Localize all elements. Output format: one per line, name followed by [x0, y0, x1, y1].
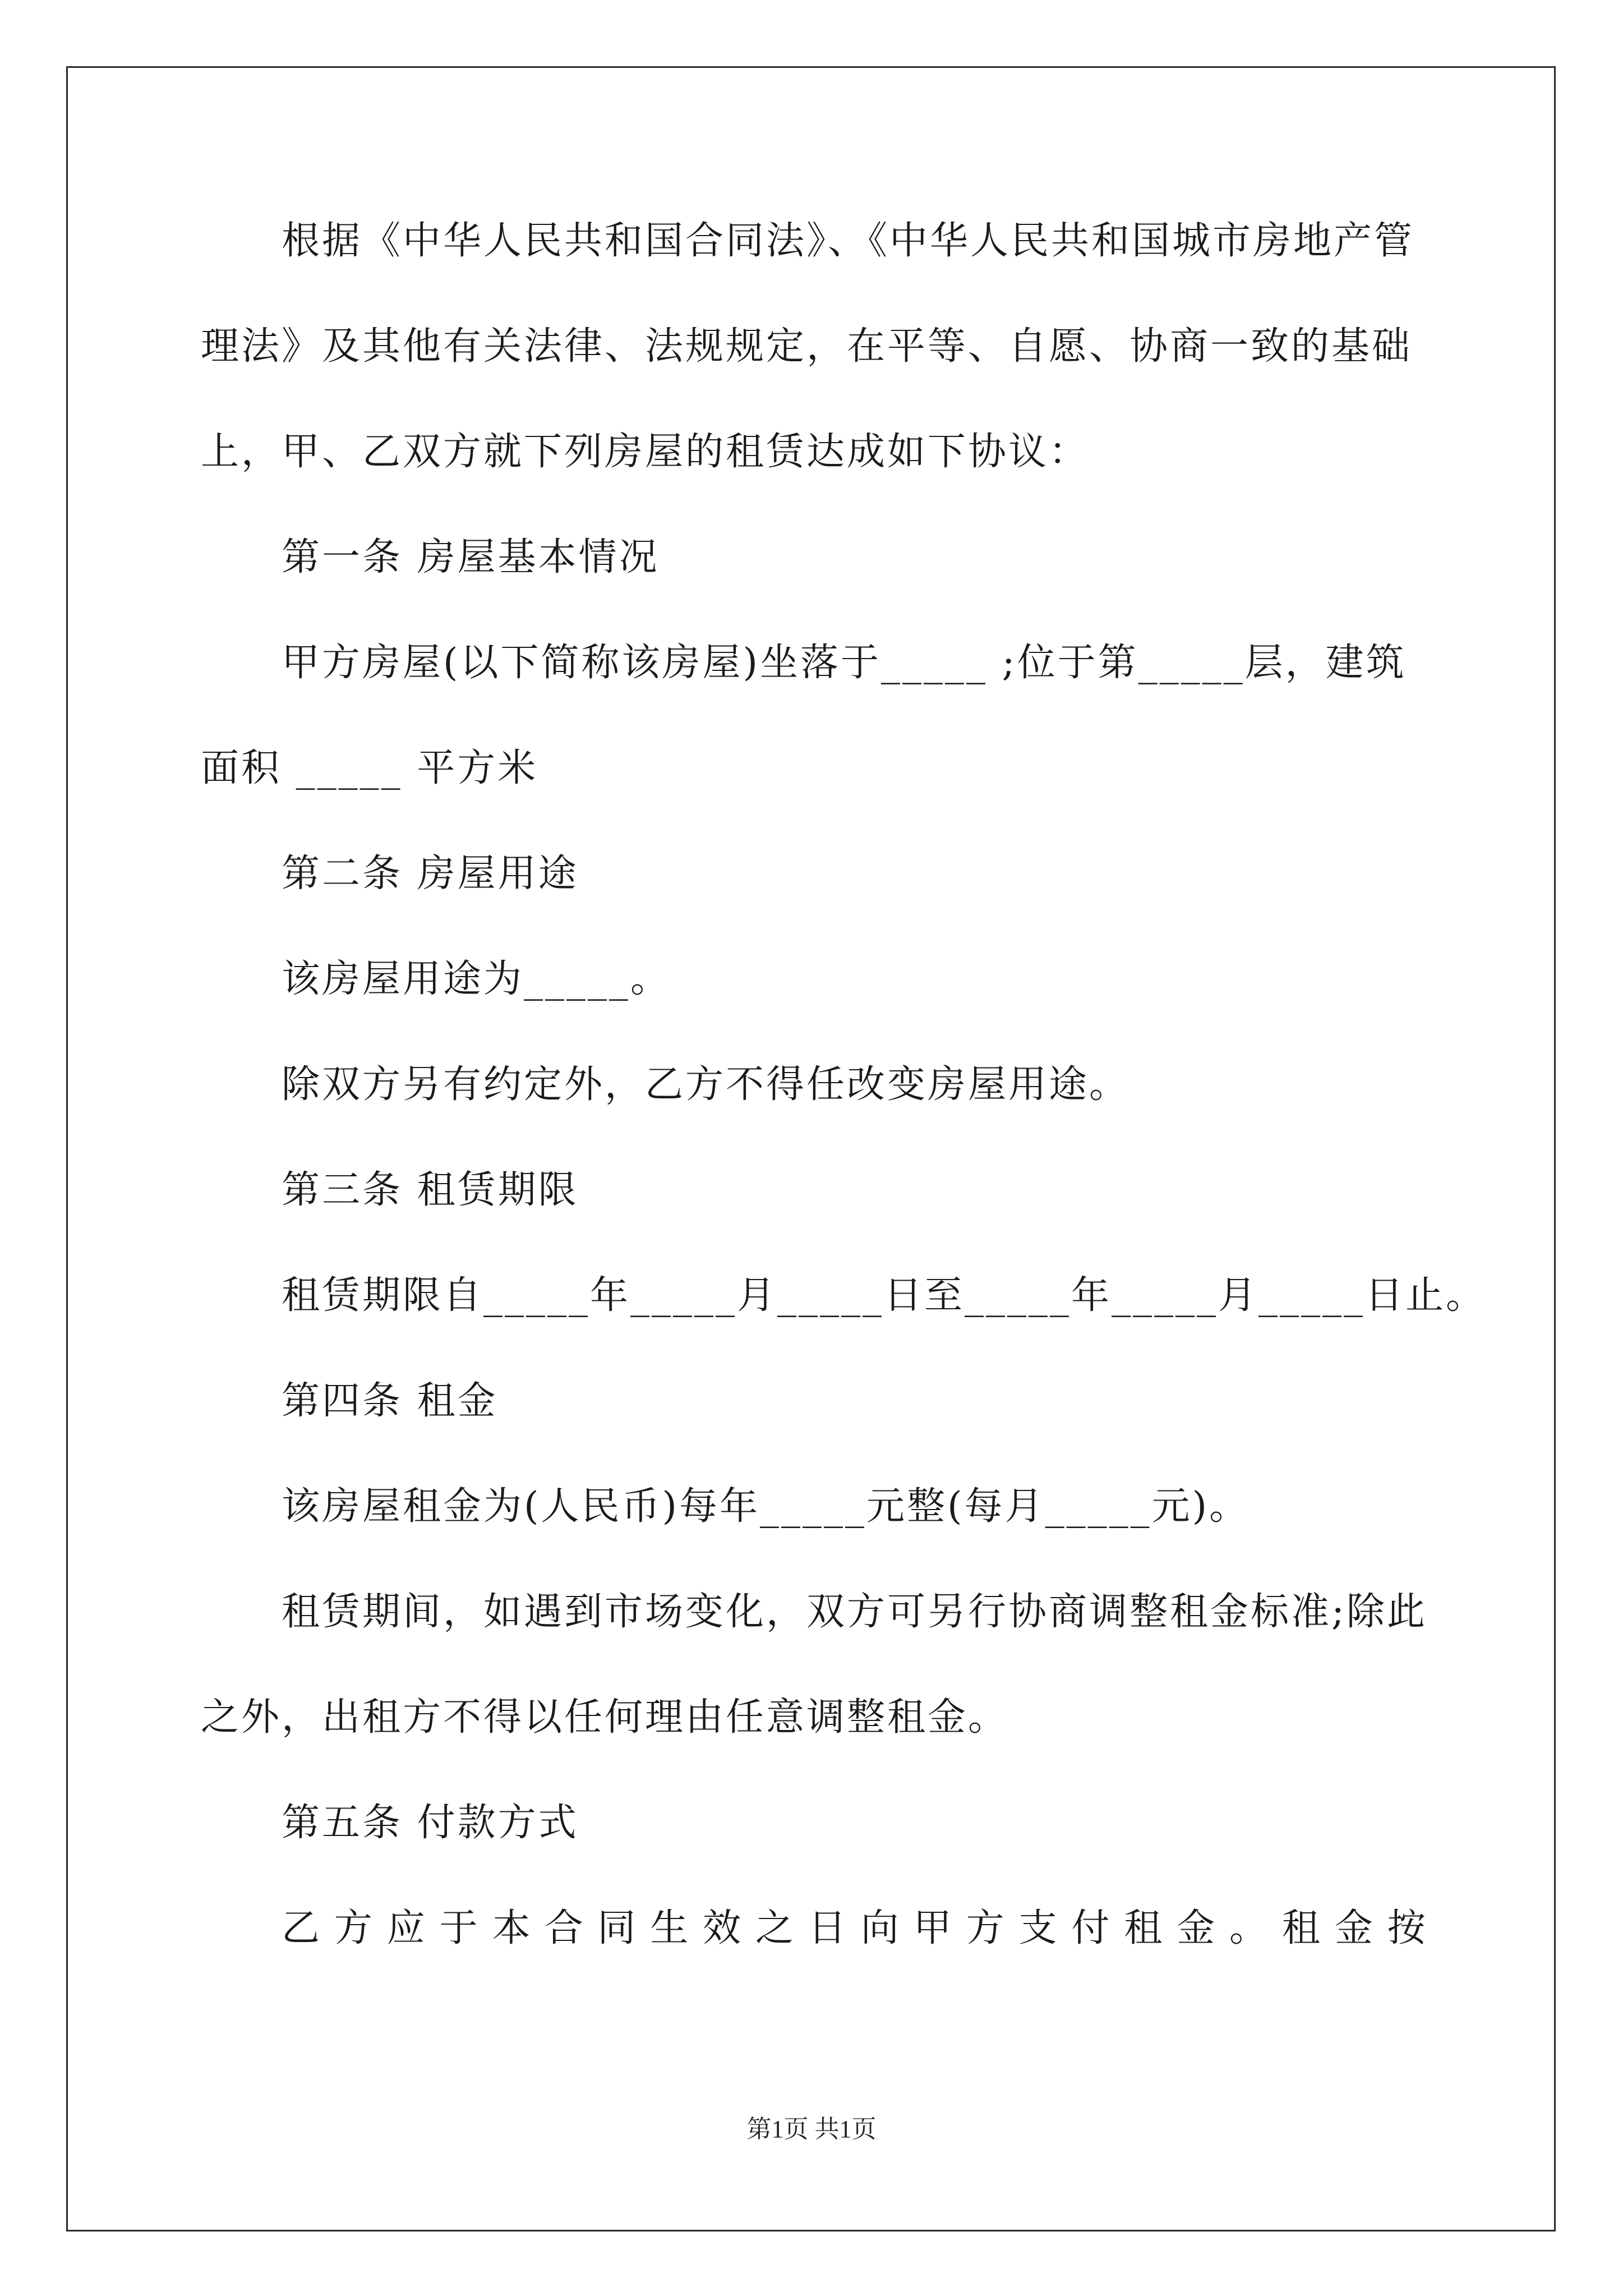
article-4-line-3: 之外，出租方不得以任何理由任意调整租金。	[201, 1695, 1009, 1740]
paragraph-preamble-line-1: 根据《中华人民共和国合同法》、《中华人民共和国城市房地产管	[282, 219, 1415, 263]
article-4-line-2: 租赁期间，如遇到市场变化，双方可另行协商调整租金标准;除此	[282, 1590, 1427, 1634]
article-5-line-1-char: 生	[650, 1906, 691, 1950]
article-5-line-1-char: 付	[1071, 1906, 1112, 1950]
article-5-title: 第五条 付款方式	[282, 1801, 579, 1845]
article-1-line-1: 甲方房屋(以下简称该房屋)坐落于_____ ;位于第_____层，建筑	[282, 641, 1407, 685]
article-3-title: 第三条 租赁期限	[282, 1168, 579, 1212]
article-5-line-1-char: 按	[1387, 1906, 1428, 1950]
article-5-line-1-char: 合	[545, 1906, 585, 1950]
article-5-line-1-char: 效	[703, 1906, 744, 1950]
article-5-line-1-char: 方	[966, 1906, 1007, 1950]
article-5-line-1-char: 日	[808, 1906, 849, 1950]
article-5-line-1-char: 向	[860, 1906, 901, 1950]
paragraph-preamble-line-3: 上，甲、乙双方就下列房屋的租赁达成如下协议：	[201, 430, 1090, 474]
article-5-line-1-char: 。	[1229, 1906, 1270, 1950]
article-1-line-2: 面积 _____ 平方米	[201, 746, 538, 790]
article-5-line-1-char: 本	[492, 1906, 533, 1950]
article-4-title: 第四条 租金	[282, 1379, 498, 1423]
article-4-line-1: 该房屋租金为(人民币)每年_____元整(每月_____元)。	[282, 1484, 1250, 1529]
article-5-line-1-char: 方	[334, 1906, 375, 1950]
page-number-footer: 第1页 共1页	[746, 2115, 877, 2143]
article-5-line-1-char: 于	[439, 1906, 480, 1950]
article-2-line-1: 该房屋用途为_____。	[282, 957, 671, 1001]
article-5-line-1-char: 金	[1177, 1906, 1218, 1950]
article-5-line-1-char: 之	[755, 1906, 796, 1950]
article-5-line-1-char: 支	[1018, 1906, 1059, 1950]
article-5-line-1-char: 乙	[282, 1906, 322, 1950]
article-5-line-1-char: 同	[597, 1906, 638, 1950]
article-5-line-1-char: 应	[386, 1906, 427, 1950]
article-2-title: 第二条 房屋用途	[282, 852, 579, 896]
article-5-line-1-char: 甲	[913, 1906, 954, 1950]
article-2-line-2: 除双方另有约定外，乙方不得任改变房屋用途。	[282, 1062, 1130, 1107]
article-1-title: 第一条 房屋基本情况	[282, 535, 660, 579]
article-3-line-1: 租赁期限自_____年_____月_____日至_____年_____月_____日止。	[282, 1273, 1487, 1318]
article-5-line-1	[282, 1906, 1428, 1951]
article-5-line-1-char: 金	[1334, 1906, 1375, 1950]
paragraph-preamble-line-2: 理法》及其他有关法律、法规规定，在平等、自愿、协商一致的基础	[201, 324, 1413, 369]
article-5-line-1-char: 租	[1124, 1906, 1165, 1950]
article-5-line-1-char: 租	[1281, 1906, 1322, 1950]
